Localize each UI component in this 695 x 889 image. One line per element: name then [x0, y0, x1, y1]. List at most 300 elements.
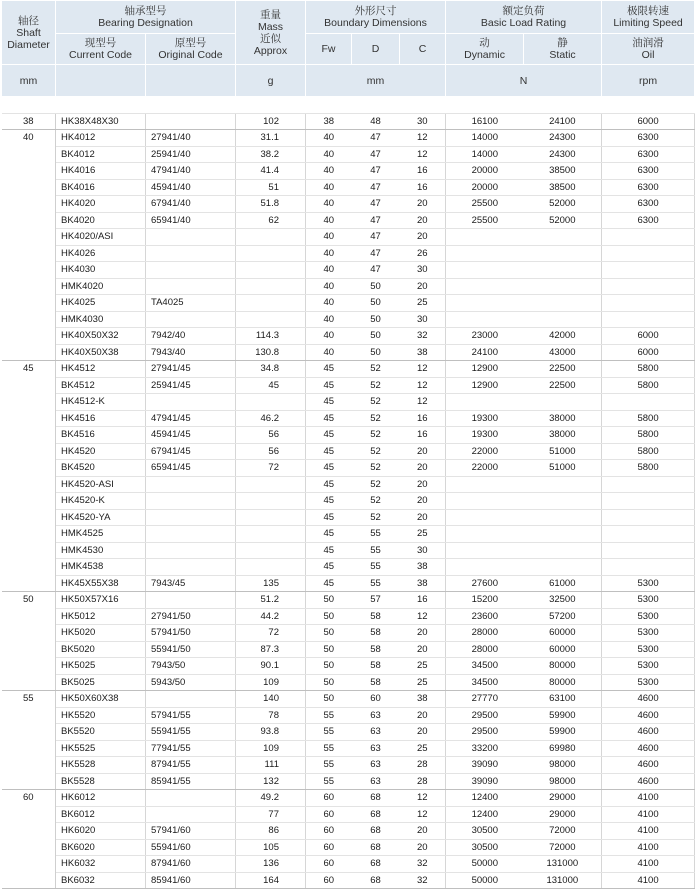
c-cell: 12 [400, 394, 446, 411]
current-code-cell: HK5012 [56, 608, 146, 625]
c-cell: 16 [400, 179, 446, 196]
fw-cell: 40 [306, 130, 352, 147]
dynamic-load-cell: 25500 [446, 196, 524, 213]
current-code-cell: HK4012 [56, 130, 146, 147]
static-load-cell: 52000 [524, 212, 602, 229]
original-code-cell: 57941/60 [146, 823, 236, 840]
mass-cell: 140 [236, 691, 306, 708]
c-cell: 38 [400, 575, 446, 592]
c-cell: 20 [400, 212, 446, 229]
current-code-cell: BK5520 [56, 724, 146, 741]
dynamic-load-cell: 20000 [446, 179, 524, 196]
c-cell: 25 [400, 526, 446, 543]
static-load-cell: 98000 [524, 773, 602, 790]
d-cell: 52 [352, 493, 400, 510]
mass-cell: 31.1 [236, 130, 306, 147]
current-code-cell: HK5520 [56, 707, 146, 724]
current-code-cell: HMK4530 [56, 542, 146, 559]
c-cell: 20 [400, 493, 446, 510]
fw-cell: 45 [306, 476, 352, 493]
table-row [2, 443, 695, 460]
dynamic-load-cell [446, 245, 524, 262]
d-cell: 63 [352, 773, 400, 790]
static-load-cell [524, 394, 602, 411]
original-code-cell: 45941/40 [146, 179, 236, 196]
d-cell: 52 [352, 443, 400, 460]
static-load-cell [524, 509, 602, 526]
table-row [2, 295, 695, 312]
mass-unit: g [236, 65, 306, 97]
current-code-header: 现型号 Current Code [56, 34, 146, 65]
static-load-cell [524, 542, 602, 559]
original-code-cell [146, 806, 236, 823]
mass-cell: 164 [236, 872, 306, 889]
table-row [2, 212, 695, 229]
fw-cell: 60 [306, 806, 352, 823]
d-cell: 47 [352, 179, 400, 196]
oil-speed-cell [602, 229, 695, 246]
dynamic-load-cell: 50000 [446, 872, 524, 889]
static-load-cell: 24100 [524, 113, 602, 130]
d-cell: 58 [352, 658, 400, 675]
oil-speed-cell [602, 278, 695, 295]
fw-cell: 60 [306, 872, 352, 889]
table-row [2, 113, 695, 130]
fw-cell: 45 [306, 460, 352, 477]
original-code-cell: 67941/40 [146, 196, 236, 213]
bearing-spec-table [1, 0, 695, 889]
d-cell: 63 [352, 724, 400, 741]
static-load-cell [524, 278, 602, 295]
d-cell: 58 [352, 641, 400, 658]
original-code-cell [146, 229, 236, 246]
current-code-cell: HK4030 [56, 262, 146, 279]
c-cell: 16 [400, 410, 446, 427]
original-code-cell [146, 245, 236, 262]
oil-speed-cell: 5800 [602, 377, 695, 394]
oil-speed-cell [602, 526, 695, 543]
table-row [2, 377, 695, 394]
d-cell: 47 [352, 130, 400, 147]
table-row [2, 262, 695, 279]
oil-speed-cell: 5300 [602, 592, 695, 609]
current-code-cell: HK4520-ASI [56, 476, 146, 493]
original-code-cell: 25941/45 [146, 377, 236, 394]
c-cell: 12 [400, 361, 446, 378]
limiting-speed-header: 极限转速 Limiting Speed [602, 1, 695, 34]
dynamic-load-cell [446, 542, 524, 559]
mass-cell: 102 [236, 113, 306, 130]
d-cell: 68 [352, 806, 400, 823]
mass-cell: 56 [236, 427, 306, 444]
fw-cell: 40 [306, 344, 352, 361]
static-load-cell: 57200 [524, 608, 602, 625]
original-code-cell [146, 691, 236, 708]
current-code-cell: BK5528 [56, 773, 146, 790]
static-load-cell: 51000 [524, 460, 602, 477]
d-cell: 68 [352, 823, 400, 840]
shaft-diameter-cell: 40 [2, 130, 56, 361]
fw-cell: 40 [306, 212, 352, 229]
c-cell: 28 [400, 757, 446, 774]
current-code-cell: BK6032 [56, 872, 146, 889]
original-code-cell: 7942/40 [146, 328, 236, 345]
current-code-cell: HMK4030 [56, 311, 146, 328]
dynamic-load-cell [446, 559, 524, 576]
original-code-cell: 7943/40 [146, 344, 236, 361]
mass-cell: 130.8 [236, 344, 306, 361]
table-row [2, 674, 695, 691]
dynamic-load-cell [446, 262, 524, 279]
original-code-cell [146, 262, 236, 279]
d-cell: 50 [352, 278, 400, 295]
c-cell: 12 [400, 790, 446, 807]
fw-cell: 45 [306, 526, 352, 543]
mass-cell [236, 509, 306, 526]
fw-cell: 50 [306, 674, 352, 691]
table-row [2, 559, 695, 576]
oil-header: 油润滑 Oil [602, 34, 695, 65]
d-cell: 50 [352, 328, 400, 345]
oil-speed-cell: 4100 [602, 839, 695, 856]
c-cell: 25 [400, 295, 446, 312]
fw-cell: 50 [306, 592, 352, 609]
d-cell: 48 [352, 113, 400, 130]
current-code-cell: HK4026 [56, 245, 146, 262]
fw-cell: 40 [306, 229, 352, 246]
dynamic-load-cell: 12400 [446, 806, 524, 823]
oil-speed-cell [602, 262, 695, 279]
table-row [2, 691, 695, 708]
dynamic-load-cell: 15200 [446, 592, 524, 609]
table-row [2, 724, 695, 741]
fw-cell: 50 [306, 691, 352, 708]
oil-speed-cell: 6300 [602, 146, 695, 163]
current-code-cell: HK5025 [56, 658, 146, 675]
original-code-cell: 65941/40 [146, 212, 236, 229]
mass-cell: 45 [236, 377, 306, 394]
fw-cell: 38 [306, 113, 352, 130]
original-code-cell: 85941/60 [146, 872, 236, 889]
c-cell: 25 [400, 740, 446, 757]
c-cell: 28 [400, 773, 446, 790]
dynamic-load-cell: 39090 [446, 757, 524, 774]
table-row [2, 196, 695, 213]
static-load-cell [524, 229, 602, 246]
original-code-cell: 55941/60 [146, 839, 236, 856]
dynamic-load-cell [446, 311, 524, 328]
static-load-cell: 22500 [524, 377, 602, 394]
c-cell: 20 [400, 509, 446, 526]
current-code-cell: HMK4538 [56, 559, 146, 576]
original-code-cell: 47941/40 [146, 163, 236, 180]
mass-cell: 86 [236, 823, 306, 840]
dynamic-load-cell: 28000 [446, 641, 524, 658]
static-load-cell: 32500 [524, 592, 602, 609]
oil-speed-cell [602, 509, 695, 526]
mass-cell [236, 262, 306, 279]
original-code-cell: TA4025 [146, 295, 236, 312]
oil-speed-cell [602, 476, 695, 493]
current-code-cell: BK4516 [56, 427, 146, 444]
mass-cell: 72 [236, 460, 306, 477]
c-cell: 30 [400, 113, 446, 130]
oil-speed-cell: 6000 [602, 344, 695, 361]
table-row [2, 130, 695, 147]
table-row [2, 460, 695, 477]
original-code-cell: 47941/45 [146, 410, 236, 427]
d-cell: 57 [352, 592, 400, 609]
dynamic-load-cell: 39090 [446, 773, 524, 790]
oil-speed-cell: 5800 [602, 410, 695, 427]
oil-speed-cell [602, 245, 695, 262]
oil-speed-cell [602, 311, 695, 328]
c-cell: 20 [400, 196, 446, 213]
table-row [2, 790, 695, 807]
current-code-cell: HK4512 [56, 361, 146, 378]
current-code-cell: HK50X60X38 [56, 691, 146, 708]
oil-speed-cell: 4100 [602, 823, 695, 840]
dynamic-load-cell: 34500 [446, 658, 524, 675]
table-row [2, 427, 695, 444]
static-load-cell: 38500 [524, 163, 602, 180]
static-load-cell: 131000 [524, 872, 602, 889]
static-load-cell: 72000 [524, 839, 602, 856]
current-code-cell: BK6012 [56, 806, 146, 823]
c-cell: 16 [400, 592, 446, 609]
mass-cell [236, 542, 306, 559]
mass-cell [236, 311, 306, 328]
d-cell: 52 [352, 509, 400, 526]
mass-cell [236, 278, 306, 295]
current-code-cell: HK4016 [56, 163, 146, 180]
dynamic-load-cell: 34500 [446, 674, 524, 691]
fw-cell: 55 [306, 773, 352, 790]
mass-cell: 41.4 [236, 163, 306, 180]
static-load-cell: 72000 [524, 823, 602, 840]
dynamic-load-cell: 20000 [446, 163, 524, 180]
static-load-cell: 38000 [524, 410, 602, 427]
original-code-cell: 67941/45 [146, 443, 236, 460]
bearing-designation-header: 轴承型号 Bearing Designation [56, 1, 236, 34]
d-cell: 47 [352, 196, 400, 213]
shaft-diameter-cell: 60 [2, 790, 56, 889]
fw-cell: 60 [306, 790, 352, 807]
table-row [2, 641, 695, 658]
d-header: D [352, 34, 400, 65]
d-cell: 60 [352, 691, 400, 708]
static-load-cell: 29000 [524, 806, 602, 823]
dynamic-load-cell: 22000 [446, 443, 524, 460]
d-cell: 68 [352, 839, 400, 856]
table-row [2, 163, 695, 180]
d-cell: 52 [352, 377, 400, 394]
c-cell: 30 [400, 542, 446, 559]
static-load-cell: 52000 [524, 196, 602, 213]
static-load-cell: 29000 [524, 790, 602, 807]
d-cell: 47 [352, 146, 400, 163]
static-load-cell: 69980 [524, 740, 602, 757]
d-cell: 68 [352, 872, 400, 889]
d-cell: 47 [352, 245, 400, 262]
dynamic-load-cell [446, 493, 524, 510]
c-cell: 20 [400, 278, 446, 295]
current-code-cell: HK6020 [56, 823, 146, 840]
mass-cell [236, 476, 306, 493]
mass-cell: 46.2 [236, 410, 306, 427]
fw-cell: 45 [306, 443, 352, 460]
dynamic-load-cell [446, 526, 524, 543]
fw-cell: 55 [306, 757, 352, 774]
c-cell: 32 [400, 328, 446, 345]
dynamic-load-cell: 28000 [446, 625, 524, 642]
current-code-cell: HMK4020 [56, 278, 146, 295]
current-code-cell: HK4520-K [56, 493, 146, 510]
c-cell: 20 [400, 823, 446, 840]
dynamic-load-cell: 30500 [446, 823, 524, 840]
original-code-cell [146, 476, 236, 493]
shaft-unit: mm [2, 65, 56, 97]
original-code-cell [146, 790, 236, 807]
table-row [2, 245, 695, 262]
dynamic-load-cell: 23000 [446, 328, 524, 345]
static-load-cell [524, 559, 602, 576]
d-cell: 47 [352, 229, 400, 246]
mass-cell: 114.3 [236, 328, 306, 345]
c-cell: 20 [400, 460, 446, 477]
oil-speed-cell: 4100 [602, 872, 695, 889]
current-code-cell: BK4520 [56, 460, 146, 477]
current-code-cell: BK5025 [56, 674, 146, 691]
original-code-cell: 87941/55 [146, 757, 236, 774]
static-load-cell: 59900 [524, 724, 602, 741]
d-cell: 68 [352, 856, 400, 873]
original-code-cell [146, 526, 236, 543]
table-row [2, 509, 695, 526]
d-cell: 63 [352, 707, 400, 724]
static-load-cell [524, 493, 602, 510]
c-cell: 12 [400, 806, 446, 823]
d-cell: 58 [352, 674, 400, 691]
current-code-cell: HK6032 [56, 856, 146, 873]
shaft-diameter-cell: 50 [2, 592, 56, 691]
boundary-dimensions-header: 外形尺寸 Boundary Dimensions [306, 1, 446, 34]
oil-speed-cell: 4600 [602, 740, 695, 757]
fw-cell: 45 [306, 559, 352, 576]
fw-cell: 45 [306, 361, 352, 378]
fw-cell: 45 [306, 575, 352, 592]
load-unit: N [446, 65, 602, 97]
current-code-cell: BK4020 [56, 212, 146, 229]
c-cell: 16 [400, 427, 446, 444]
oil-speed-cell: 6300 [602, 179, 695, 196]
c-cell: 30 [400, 311, 446, 328]
c-cell: 30 [400, 262, 446, 279]
oil-speed-cell: 6000 [602, 328, 695, 345]
fw-cell: 40 [306, 262, 352, 279]
static-load-cell: 59900 [524, 707, 602, 724]
oil-speed-cell: 5300 [602, 658, 695, 675]
d-cell: 63 [352, 740, 400, 757]
fw-cell: 40 [306, 163, 352, 180]
mass-cell [236, 526, 306, 543]
static-load-cell: 42000 [524, 328, 602, 345]
mass-cell: 72 [236, 625, 306, 642]
d-cell: 58 [352, 608, 400, 625]
mass-cell [236, 559, 306, 576]
oil-speed-cell: 5800 [602, 361, 695, 378]
c-cell: 38 [400, 344, 446, 361]
original-code-cell: 7943/45 [146, 575, 236, 592]
c-cell: 38 [400, 559, 446, 576]
fw-cell: 45 [306, 542, 352, 559]
table-row [2, 575, 695, 592]
current-code-cell: HK4520 [56, 443, 146, 460]
table-row [2, 542, 695, 559]
d-cell: 47 [352, 212, 400, 229]
table-row [2, 493, 695, 510]
c-cell: 20 [400, 707, 446, 724]
table-row [2, 608, 695, 625]
c-cell: 25 [400, 674, 446, 691]
oil-speed-cell: 5300 [602, 674, 695, 691]
dynamic-load-cell: 19300 [446, 410, 524, 427]
static-load-cell [524, 311, 602, 328]
dynamic-load-cell: 14000 [446, 146, 524, 163]
table-row [2, 526, 695, 543]
static-load-cell: 38000 [524, 427, 602, 444]
fw-cell: 60 [306, 839, 352, 856]
d-cell: 47 [352, 163, 400, 180]
table-row [2, 410, 695, 427]
original-code-cell: 55941/55 [146, 724, 236, 741]
static-load-cell: 61000 [524, 575, 602, 592]
oil-speed-cell: 6300 [602, 212, 695, 229]
static-load-cell: 98000 [524, 757, 602, 774]
fw-cell: 50 [306, 641, 352, 658]
dynamic-load-cell: 27600 [446, 575, 524, 592]
static-load-cell: 22500 [524, 361, 602, 378]
original-code-cell [146, 592, 236, 609]
current-code-cell: HK5528 [56, 757, 146, 774]
current-code-cell: HK40X50X32 [56, 328, 146, 345]
d-cell: 55 [352, 542, 400, 559]
original-code-cell [146, 493, 236, 510]
original-code-cell: 27941/45 [146, 361, 236, 378]
dynamic-header: 动 Dynamic [446, 34, 524, 65]
oil-speed-cell [602, 493, 695, 510]
dynamic-load-cell: 24100 [446, 344, 524, 361]
static-load-cell: 24300 [524, 146, 602, 163]
dynamic-load-cell [446, 476, 524, 493]
dynamic-load-cell: 16100 [446, 113, 524, 130]
mass-cell: 135 [236, 575, 306, 592]
fw-cell: 45 [306, 493, 352, 510]
original-code-cell: 87941/60 [146, 856, 236, 873]
d-cell: 52 [352, 427, 400, 444]
mass-cell: 49.2 [236, 790, 306, 807]
d-cell: 50 [352, 344, 400, 361]
static-load-cell: 38500 [524, 179, 602, 196]
original-code-cell: 65941/45 [146, 460, 236, 477]
original-code-cell: 27941/50 [146, 608, 236, 625]
current-code-cell: BK6020 [56, 839, 146, 856]
table-row [2, 592, 695, 609]
mass-cell: 93.8 [236, 724, 306, 741]
dynamic-load-cell: 29500 [446, 707, 524, 724]
dynamic-load-cell: 22000 [446, 460, 524, 477]
oil-speed-cell: 6000 [602, 113, 695, 130]
